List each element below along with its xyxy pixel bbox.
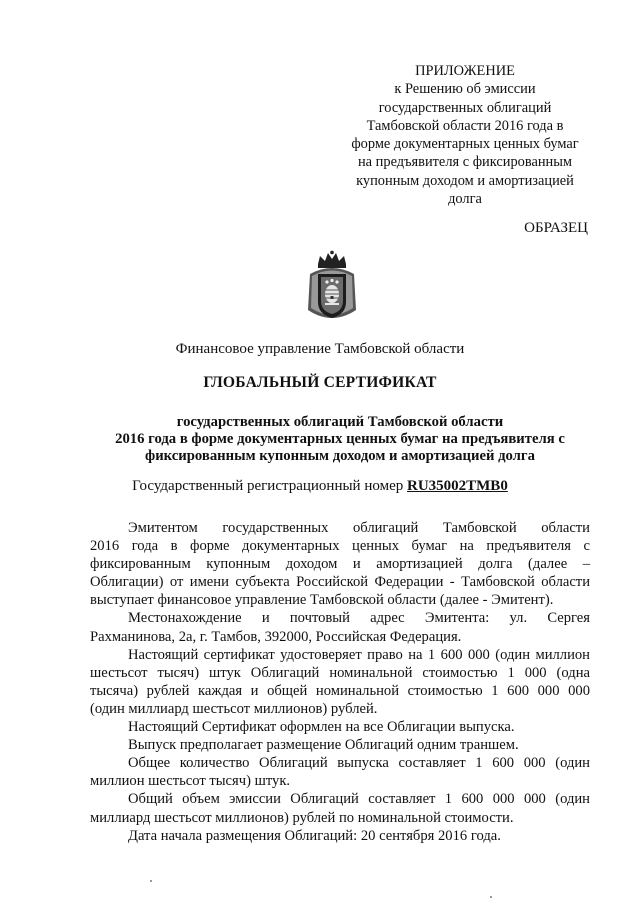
text-line: тысяча) рублей каждая и общей номинальной стоимостью 1 600 000 000	[90, 682, 590, 699]
text-line: Общее количество Облигаций выпуска составляет 1 600 000 (один	[128, 755, 590, 772]
paragraph-volume	[90, 790, 590, 826]
text-line: миллиард шестьсот миллионов) рублей по номинальной стоимости.	[90, 809, 514, 826]
paragraph-placement-date	[90, 827, 590, 845]
document-title: ГЛОБАЛЬНЫЙ СЕРТИФИКАТ	[203, 374, 437, 391]
text-line: шестьсот тысяч) штук Облигаций номинальной стоимостью 1 000 (одна	[90, 664, 590, 681]
appendix-line: Тамбовской области 2016 года в	[366, 117, 564, 134]
text-line: Настоящий сертификат удостоверяет право на 1 600 000 (один миллион	[128, 646, 590, 663]
subtitle-line: фиксированным купонным доходом и амортизацией долга	[145, 448, 535, 465]
text-line: фиксированным купонным доходом и амортизацией долга (далее –	[90, 556, 590, 573]
paragraph-certificate-rights	[90, 646, 590, 718]
scan-speck	[150, 880, 152, 882]
appendix-line: на предъявителя с фиксированным	[357, 154, 573, 171]
document-body	[90, 519, 590, 845]
paragraph-issuer	[90, 519, 590, 609]
text-line: (один миллиард шестьсот миллионов) рублей.	[90, 700, 378, 717]
scan-speck	[490, 896, 492, 898]
appendix-line: купонным доходом и амортизацией	[356, 172, 574, 189]
text-line: Выпуск предполагает размещение Облигаций одним траншем.	[128, 737, 519, 754]
appendix-line: ПРИЛОЖЕНИЕ	[415, 63, 515, 79]
appendix-line: государственных облигаций	[378, 99, 552, 116]
text-line: Облигации) от имени субъекта Российской Федерации - Тамбовской области	[90, 574, 590, 591]
appendix-header	[330, 62, 600, 208]
text-line: выступает финансовое управление Тамбовской области (далее - Эмитент).	[90, 592, 554, 609]
registration-label: Государственный регистрационный номер	[132, 478, 404, 494]
sample-label: ОБРАЗЕЦ	[524, 220, 588, 236]
subtitle-line: 2016 года в форме документарных ценных бумаг на предъявителя с	[115, 431, 565, 448]
paragraph-scope	[90, 718, 590, 736]
text-line: Эмитентом государственных облигаций Тамбовской области	[128, 520, 590, 536]
appendix-line: форме документарных ценных бумаг	[351, 136, 579, 153]
text-line: Дата начала размещения Облигаций: 20 сентября 2016 года.	[128, 827, 501, 844]
paragraph-quantity	[90, 754, 590, 790]
text-line: Общий объем эмиссии Облигаций составляет 1 600 000 000 (один	[128, 791, 590, 808]
tambov-coat-of-arms-icon	[306, 250, 358, 326]
appendix-line: к Решению об эмиссии	[394, 81, 536, 98]
text-line: Рахманинова, 2а, г. Тамбов, 392000, Российская Федерация.	[90, 628, 462, 645]
subtitle-line: государственных облигаций Тамбовской области	[176, 414, 504, 430]
document-subtitle	[90, 414, 590, 466]
text-line: 2016 года в форме документарных ценных бумаг на предъявителя с	[90, 538, 590, 555]
text-line: Настоящий Сертификат оформлен на все Облигации выпуска.	[128, 719, 515, 736]
paragraph-address	[90, 609, 590, 645]
registration-number-line	[0, 477, 640, 495]
text-line: миллион шестьсот тысяч) штук.	[90, 773, 291, 790]
text-line: Местонахождение и почтовый адрес Эмитента: ул. Сергея	[128, 610, 590, 627]
registration-number: RU35002TMB0	[406, 478, 508, 494]
paragraph-tranche	[90, 736, 590, 754]
issuer-name: Финансовое управление Тамбовской области	[175, 341, 465, 357]
appendix-line: долга	[448, 191, 482, 208]
